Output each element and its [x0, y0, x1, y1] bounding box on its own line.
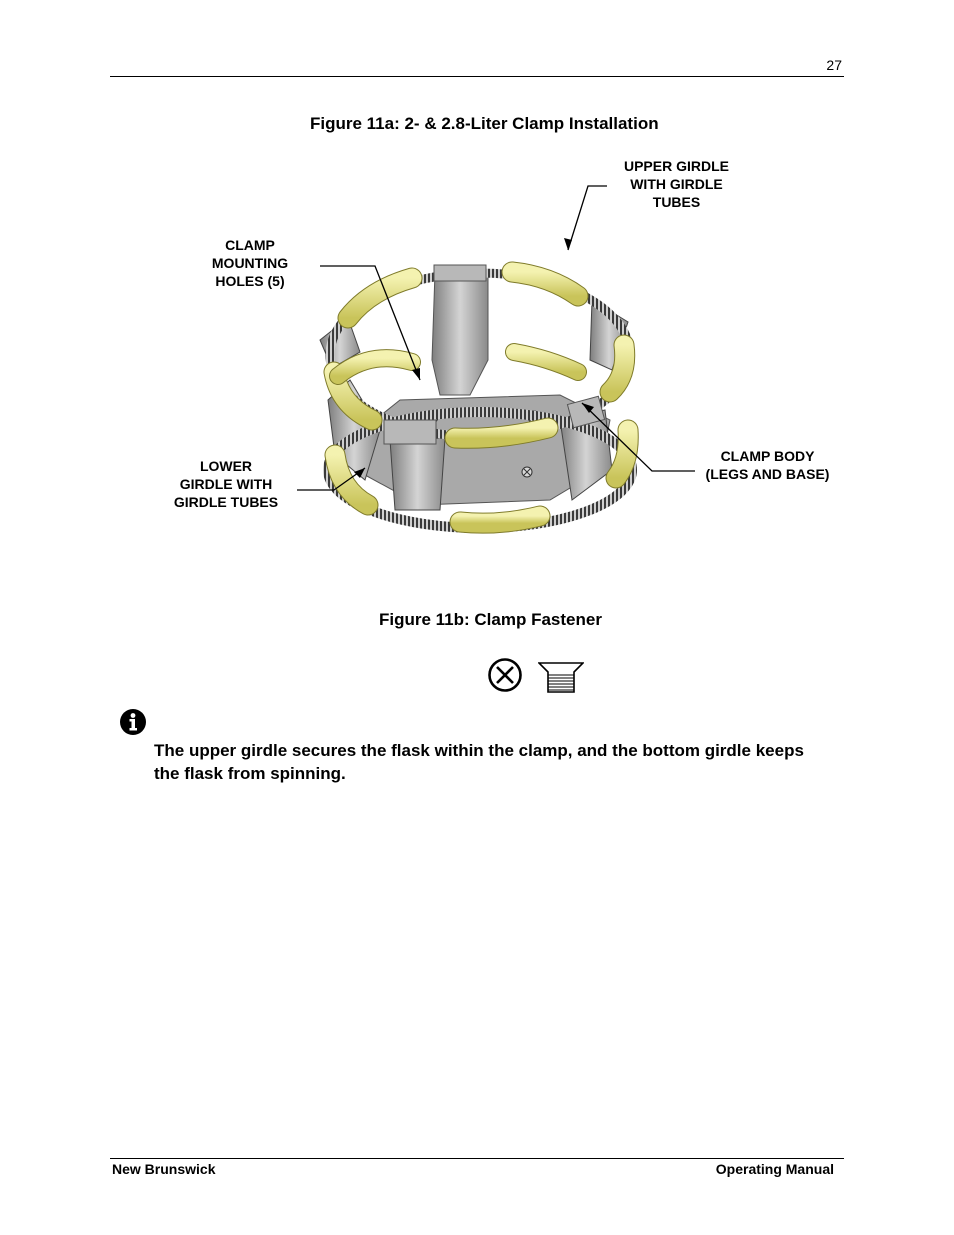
- callout-upper-girdle: UPPER GIRDLE WITH GIRDLE TUBES: [623, 158, 729, 210]
- note-text: The upper girdle secures the flask within the clamp, and the bottom girdle keeps the flask from spinning.: [154, 741, 804, 783]
- figure-11a-title: Figure 11a: 2- & 2.8-Liter Clamp Installation: [310, 114, 659, 133]
- footer-rule: [110, 1158, 844, 1159]
- footer-right: Operating Manual: [715, 1161, 834, 1177]
- figure-11b-title: Figure 11b: Clamp Fastener: [379, 610, 602, 629]
- fastener-side-icon: [538, 662, 584, 694]
- footer-left: New Brunswick: [112, 1161, 216, 1177]
- fastener-head-icon: [486, 656, 524, 694]
- callout-clamp-body: CLAMP BODY (LEGS AND BASE): [705, 448, 830, 482]
- info-icon: [119, 708, 147, 736]
- clamp-back-leg: [432, 270, 488, 395]
- callout-lower-girdle: LOWER GIRDLE WITH GIRDLE TUBES: [173, 458, 279, 510]
- callout-mounting-holes: CLAMP MOUNTING HOLES (5): [211, 237, 289, 289]
- clamp-front-leg: [390, 438, 445, 510]
- page-number: 27: [826, 57, 842, 73]
